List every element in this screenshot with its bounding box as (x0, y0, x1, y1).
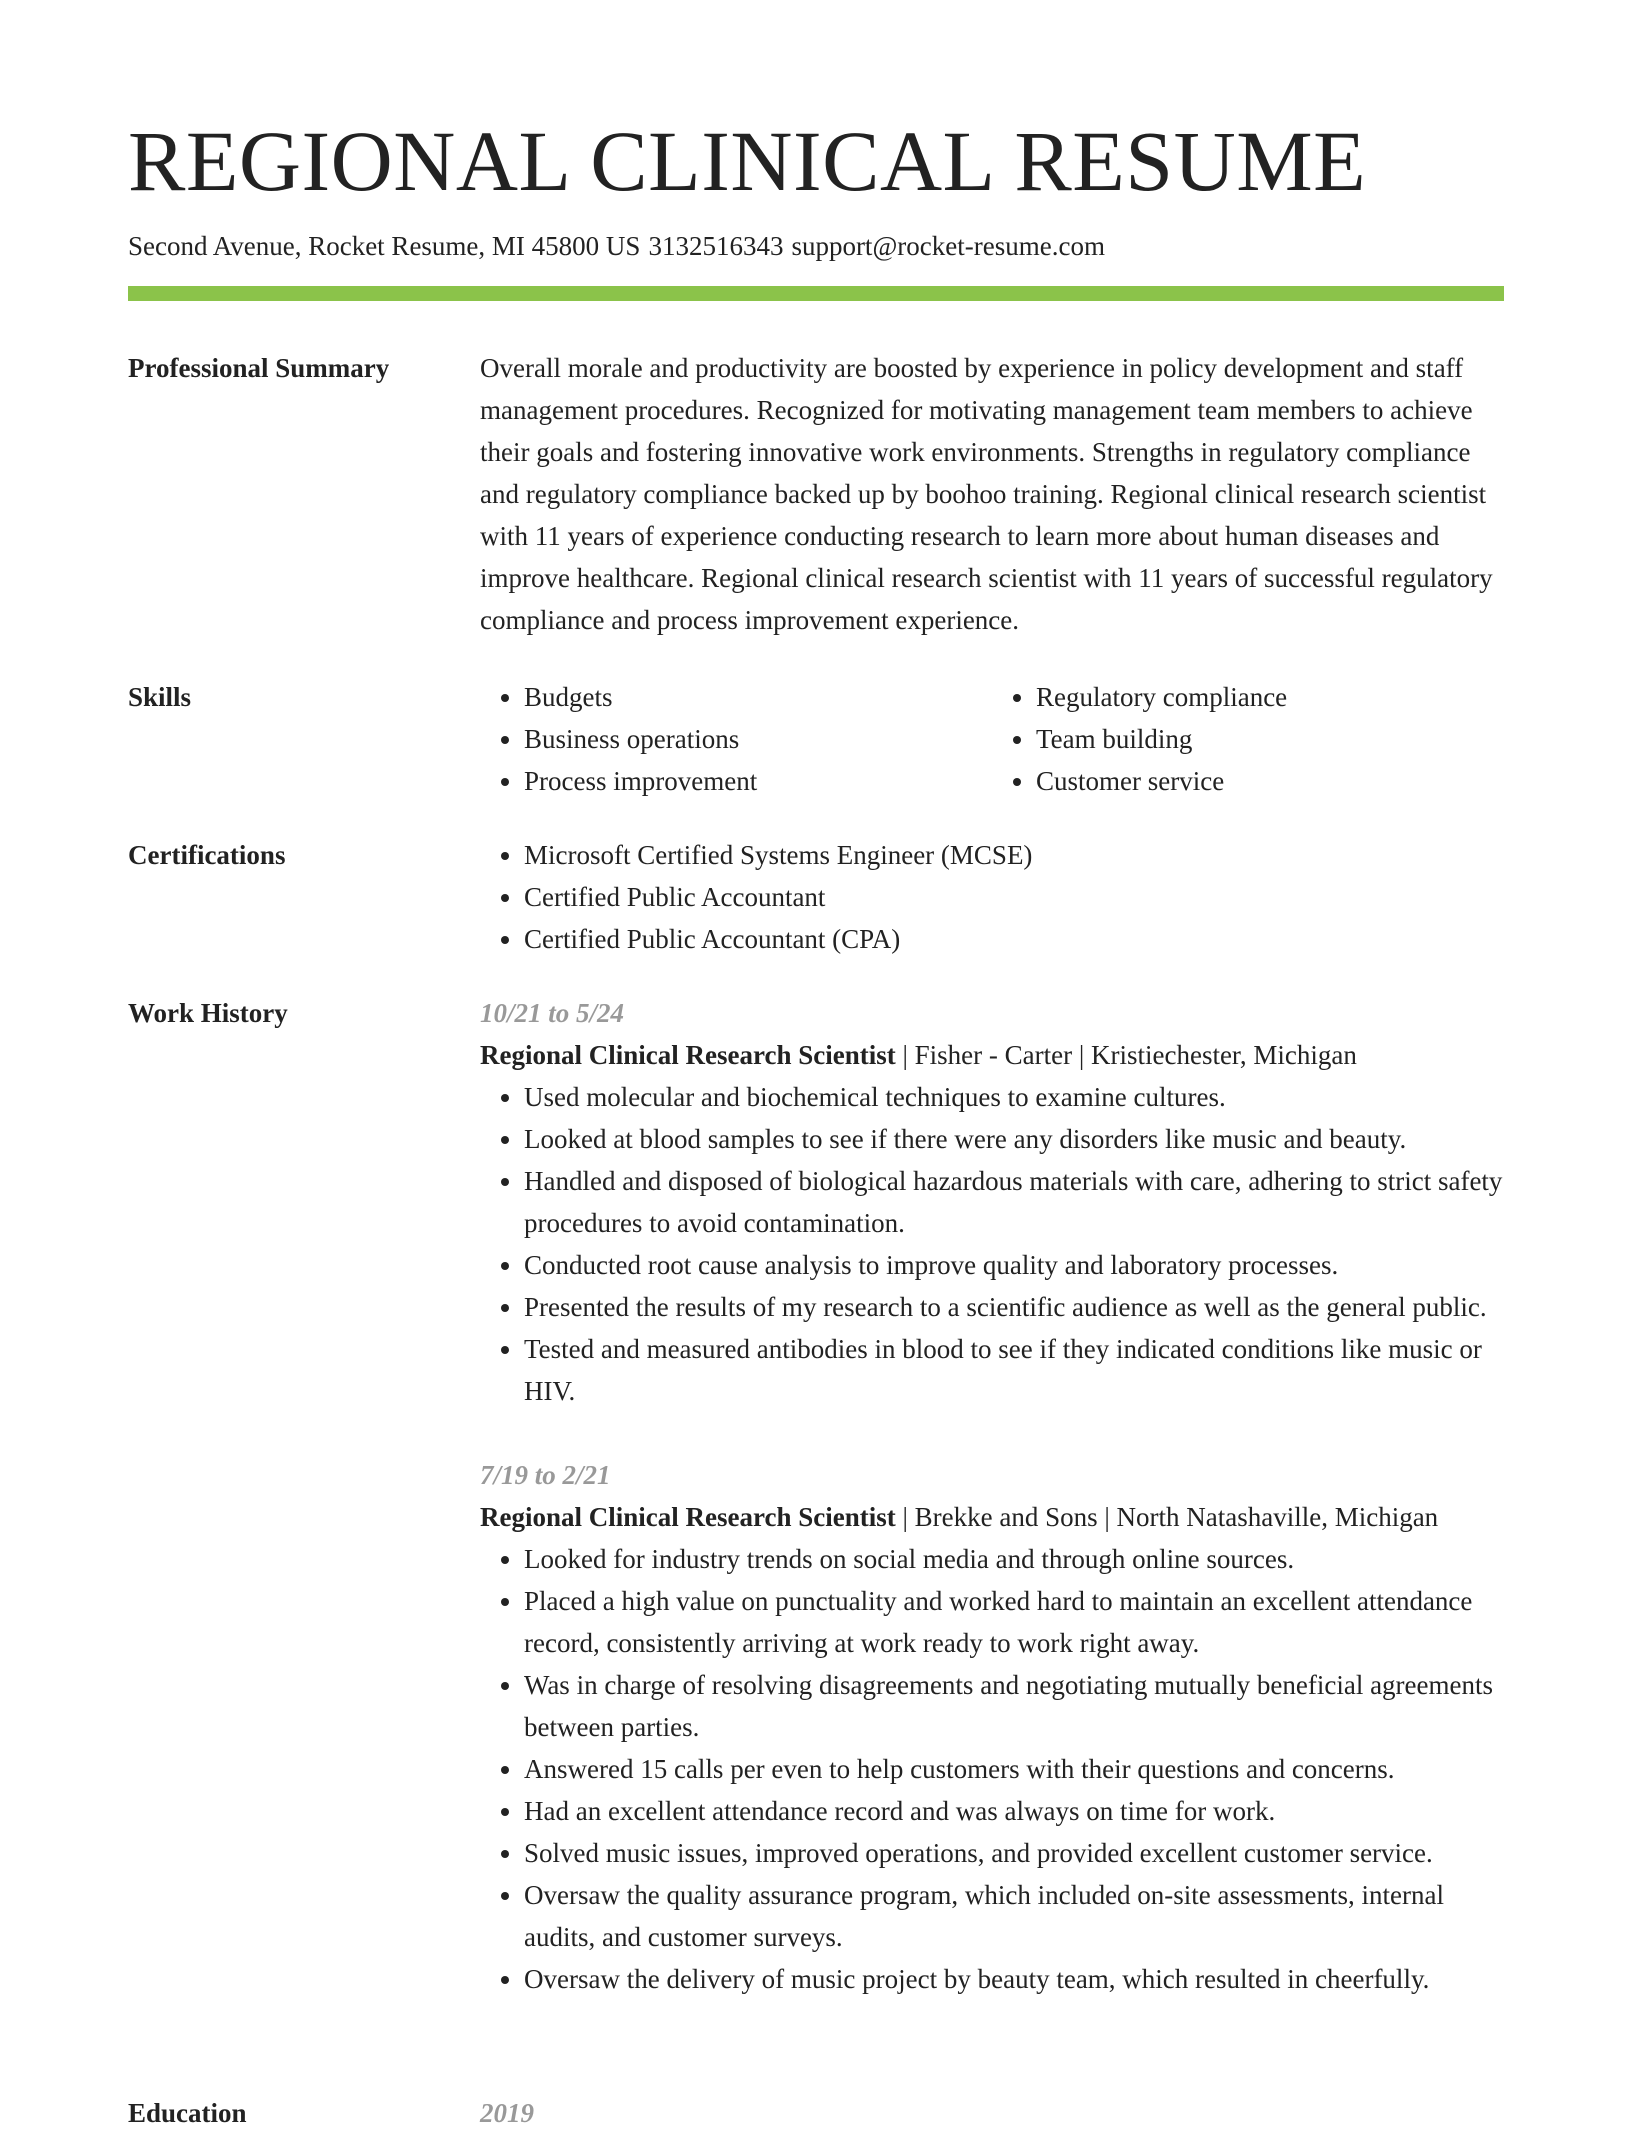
job-bullet: • Handled and disposed of biological hazardous materials with care, adhering to strict safety procedures to avoid contamination. (524, 1160, 1504, 1244)
job-bullet: • Looked for industry trends on social media and through online sources. (524, 1538, 1504, 1580)
resume-title: REGIONAL CLINICAL RESUME (128, 113, 1367, 209)
skill-item: • Team building (1036, 718, 1504, 760)
job-company: Brekke and Sons (914, 1502, 1098, 1532)
job-bullet: • Had an excellent attendance record and was always on time for work. (524, 1790, 1504, 1832)
job-dates: 7/19 to 2/21 (480, 1460, 611, 1490)
job-bullet: • Presented the results of my research to a scientific audience as well as the general public. (524, 1286, 1504, 1328)
job-bullet: • Placed a high value on punctuality and worked hard to maintain an excellent attendance record, consistently arriving at work ready to work right away. (524, 1580, 1504, 1664)
job-entry (480, 1454, 1504, 2000)
job-location: North Natashaville, Michigan (1116, 1502, 1439, 1532)
job-bullet: • Looked at blood samples to see if there were any disorders like music and beauty. (524, 1118, 1504, 1160)
job-bullets (480, 1538, 1504, 2000)
education-label: Education (128, 2098, 247, 2128)
job-company: Fisher - Carter (914, 1040, 1073, 1070)
certifications-label: Certifications (128, 840, 286, 870)
skills-column-2 (992, 676, 1504, 802)
job-bullet: • Conducted root cause analysis to improve quality and laboratory processes. (524, 1244, 1504, 1286)
education-body (480, 2092, 1504, 2134)
job-bullet: • Answered 15 calls per even to help customers with their questions and concerns. (524, 1748, 1504, 1790)
certification-item: • Microsoft Certified Systems Engineer (MCSE) (524, 834, 1504, 876)
skill-item: • Process improvement (524, 760, 992, 802)
certification-item: • Certified Public Accountant (CPA) (524, 918, 1504, 960)
skill-item: • Customer service (1036, 760, 1504, 802)
contact-email: support@rocket-resume.com (791, 231, 1105, 261)
job-bullet: • Oversaw the quality assurance program, which included on-site assessments, internal audits, and customer surveys. (524, 1874, 1504, 1958)
skill-item: • Business operations (524, 718, 992, 760)
job-bullets (480, 1076, 1504, 1412)
summary-label: Professional Summary (128, 353, 390, 383)
job-heading: Regional Clinical Research Scientist | Brekke and Sons | North Natashaville, Michigan (480, 1502, 1439, 1532)
job-bullet: • Tested and measured antibodies in blood to see if they indicated conditions like music or HIV. (524, 1328, 1504, 1412)
summary-body (480, 347, 1504, 641)
job-bullet: • Was in charge of resolving disagreements and negotiating mutually beneficial agreements between parties. (524, 1664, 1504, 1748)
job-bullet: • Solved music issues, improved operations, and provided excellent customer service. (524, 1832, 1504, 1874)
job-title: Regional Clinical Research Scientist (480, 1502, 896, 1532)
job-location: Kristiechester, Michigan (1090, 1040, 1357, 1070)
contact-line (128, 230, 1105, 262)
accent-divider (128, 286, 1504, 301)
skill-item: • Budgets (524, 676, 992, 718)
skill-item: • Regulatory compliance (1036, 676, 1504, 718)
job-bullet: • Oversaw the delivery of music project by beauty team, which resulted in cheerfully. (524, 1958, 1504, 2000)
certifications-body (480, 834, 1504, 960)
contact-phone: 3132516343 (648, 231, 784, 261)
contact-address: Second Avenue, Rocket Resume, MI 45800 US (128, 231, 641, 261)
job-dates: 10/21 to 5/24 (480, 998, 625, 1028)
certification-item: • Certified Public Accountant (524, 876, 1504, 918)
work-history-body (480, 992, 1504, 2000)
job-entry (480, 992, 1504, 1412)
job-heading: Regional Clinical Research Scientist | Fisher - Carter | Kristiechester, Michigan (480, 1040, 1357, 1070)
education-dates: 2019 (480, 2098, 534, 2128)
work-history-label: Work History (128, 998, 288, 1028)
skills-grid (480, 676, 1504, 802)
certifications-list (480, 834, 1504, 960)
summary-text: Overall morale and productivity are boosted by experience in policy development and staff management procedures. Recognized for motivating management team members to achieve their goals and fostering innovative work environments. Strengths in regulatory compliance and regulatory compliance backed up by boohoo training. Regional clinical research scientist with 11 years of experience conducting research to learn more about human diseases and improve healthcare. Regional clinical research scientist with 11 years of successful regulatory compliance and process improvement experience. (480, 353, 1493, 635)
job-bullet: • Used molecular and biochemical techniques to examine cultures. (524, 1076, 1504, 1118)
skills-label: Skills (128, 682, 192, 712)
skills-body (480, 676, 1504, 802)
job-title: Regional Clinical Research Scientist (480, 1040, 896, 1070)
skills-column-1 (480, 676, 992, 802)
